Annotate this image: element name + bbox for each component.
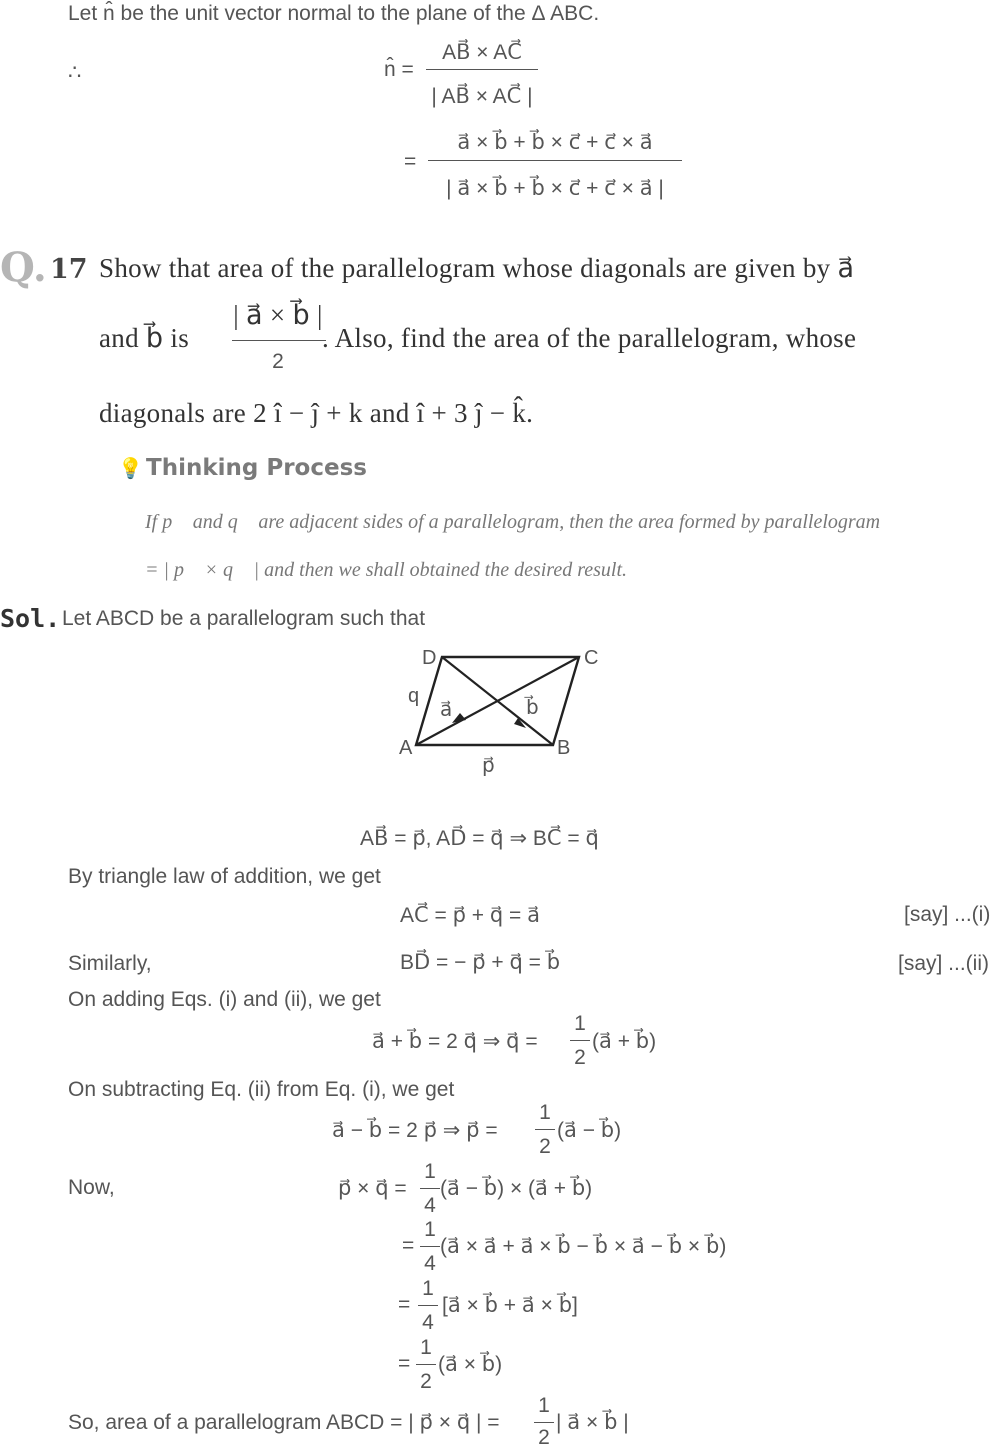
equals-sign: = — [402, 1234, 415, 1257]
thinking-line-1: If p⃗ and q⃗ are adjacent sides of a parallelogram, then the area formed by parallelogram — [145, 511, 881, 533]
parallelogram-diagram — [390, 640, 620, 780]
lightbulb-icon: 💡 — [118, 458, 143, 480]
equation-bd: BD⃗ = − p⃗ + q⃗ = b⃗ — [400, 951, 561, 974]
n-hat-denominator: | AB⃗ × AC⃗ | — [431, 85, 533, 108]
equation-ac: AC⃗ = p⃗ + q⃗ = a⃗ — [400, 904, 540, 927]
vertex-d-label: D — [422, 647, 437, 669]
side-p-label: p⃗ — [482, 755, 495, 777]
quarter-denominator: 4 — [424, 1194, 436, 1217]
subtracting-equation-rhs: (a⃗ − b⃗) — [557, 1119, 622, 1142]
fraction-bar — [535, 1129, 555, 1130]
question-line-2a: and b⃗ is — [99, 323, 190, 353]
half-numerator: 1 — [574, 1012, 586, 1035]
quarter-denominator: 4 — [424, 1252, 436, 1275]
cross-step-2: (a⃗ × a⃗ + a⃗ × b⃗ − b⃗ × a⃗ − b⃗ × b⃗) — [440, 1235, 727, 1258]
fraction-bar — [420, 1246, 440, 1247]
quarter-denominator: 4 — [422, 1311, 434, 1334]
half-numerator: 1 — [539, 1101, 551, 1124]
fraction-bar — [416, 1364, 436, 1365]
adding-text: On adding Eqs. (i) and (ii), we get — [68, 988, 381, 1011]
half-numerator: 1 — [420, 1336, 432, 1359]
quarter-numerator: 1 — [424, 1218, 436, 1241]
subtracting-text: On subtracting Eq. (ii) from Eq. (i), we get — [68, 1078, 455, 1101]
cross-step-1: (a⃗ − b⃗) × (a⃗ + b⃗) — [440, 1177, 593, 1200]
question-label: Q. — [0, 244, 47, 291]
fraction-bar — [232, 340, 326, 341]
question-fraction-denominator: 2 — [272, 350, 284, 373]
n-hat-denominator-expanded: | a⃗ × b⃗ + b⃗ × c⃗ + c⃗ × a⃗ | — [446, 177, 664, 200]
equation-tag-ii: [say] ...(ii) — [898, 952, 990, 975]
equation-tag-i: [say] ...(i) — [904, 903, 991, 926]
arrow-head-a-icon — [452, 713, 466, 723]
side-q-label: q — [408, 685, 420, 707]
intro-line: Let n̂ be the unit vector normal to the plane of the Δ ABC. — [68, 2, 600, 25]
diagonal-a-label: a⃗ — [440, 699, 453, 721]
equals-sign: = — [398, 1293, 411, 1316]
vertex-b-label: B — [557, 737, 571, 759]
final-area-rhs: | a⃗ × b⃗ | — [556, 1411, 629, 1434]
half-numerator: 1 — [538, 1394, 550, 1417]
half-denominator: 2 — [420, 1370, 432, 1393]
cross-product-lhs: p⃗ × q⃗ = — [338, 1177, 407, 1200]
subtracting-equation-lhs: a⃗ − b⃗ = 2 p⃗ ⇒ p⃗ = — [332, 1119, 498, 1142]
fraction-bar — [428, 160, 682, 161]
fraction-bar — [534, 1422, 554, 1423]
equals-sign: = — [398, 1352, 411, 1375]
equals-sign: = — [404, 150, 417, 173]
half-denominator: 2 — [539, 1135, 551, 1158]
cross-step-4: (a⃗ × b⃗) — [438, 1353, 503, 1376]
fraction-bar — [418, 1305, 438, 1306]
diagonal-b-label: b⃗ — [526, 697, 539, 719]
adding-equation-lhs: a⃗ + b⃗ = 2 q⃗ ⇒ q⃗ = — [372, 1030, 538, 1053]
n-hat-numerator-expanded: a⃗ × b⃗ + b⃗ × c⃗ + c⃗ × a⃗ — [457, 131, 653, 154]
question-line-3: diagonals are 2 î − ĵ + k and î + 3 ĵ − k̂. — [99, 398, 534, 428]
thinking-line-2: = | p⃗ × q⃗ | and then we shall obtained the desired result. — [145, 559, 628, 581]
fraction-bar — [570, 1040, 590, 1041]
cross-step-3: [a⃗ × b⃗ + a⃗ × b⃗] — [442, 1294, 578, 1317]
vertex-a-label: A — [399, 737, 413, 759]
question-line-1: Show that area of the parallelogram whose diagonals are given by a⃗ — [99, 253, 855, 283]
now-text: Now, — [68, 1176, 115, 1199]
vector-equalities: AB⃗ = p⃗, AD⃗ = q⃗ ⇒ BC⃗ = q⃗ — [360, 827, 599, 850]
solution-intro: Let ABCD be a parallelogram such that — [62, 607, 426, 630]
quarter-numerator: 1 — [422, 1277, 434, 1300]
half-denominator: 2 — [574, 1046, 586, 1069]
therefore-symbol: ∴ — [68, 61, 82, 84]
n-hat-numerator: AB⃗ × AC⃗ — [442, 41, 522, 64]
final-area-lhs: So, area of a parallelogram ABCD = | p⃗ × q⃗ | = — [68, 1411, 500, 1434]
half-denominator: 2 — [538, 1426, 550, 1449]
fraction-bar — [420, 1188, 440, 1189]
fraction-bar — [426, 69, 538, 70]
question-fraction-numerator: | a⃗ × b⃗ | — [233, 300, 323, 330]
solution-label: Sol. — [0, 604, 61, 633]
quarter-numerator: 1 — [424, 1160, 436, 1183]
question-line-2b: . Also, find the area of the parallelogram, whose — [322, 323, 857, 353]
vertex-c-label: C — [584, 647, 599, 669]
n-hat-lhs: n̂ = — [384, 58, 414, 81]
triangle-law-text: By triangle law of addition, we get — [68, 865, 381, 888]
thinking-process-heading: Thinking Process — [146, 455, 367, 481]
question-number: 17 — [50, 254, 88, 285]
similarly-text: Similarly, — [68, 952, 152, 975]
adding-equation-rhs: (a⃗ + b⃗) — [592, 1030, 657, 1053]
